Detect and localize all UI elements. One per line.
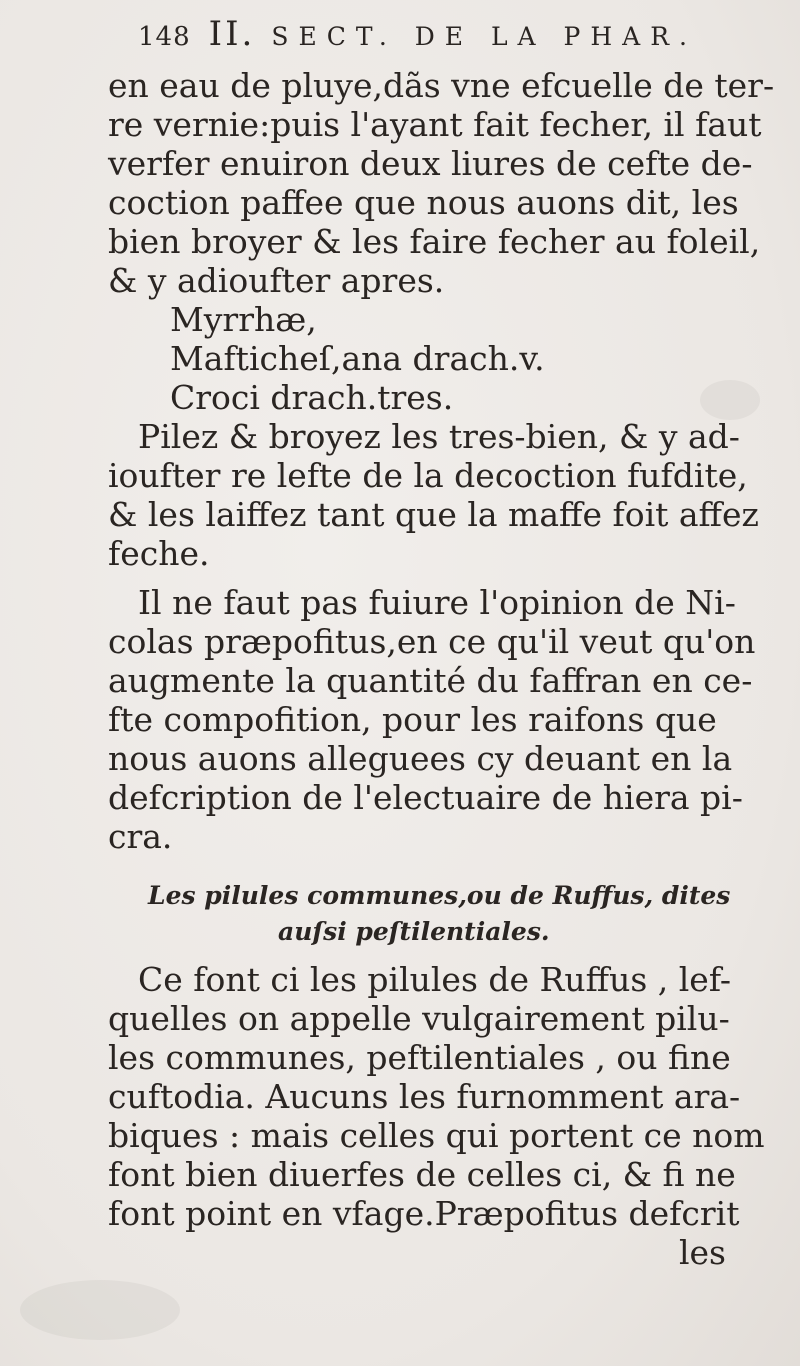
text-line: font bien diuerfes de celles ci, & fi ne [108, 1155, 736, 1194]
ingredient-line: Myrrhæ, [170, 300, 317, 339]
text-line: & y adioufter apres. [108, 261, 445, 300]
text-line: fte compofition, pour les raifons que [108, 700, 717, 739]
section-heading-line: Les pilules communes,ou de Ruffus, dites [148, 881, 731, 910]
text-line: augmente la quantité du faffran en ce- [108, 661, 753, 700]
text-line: cuftodia. Aucuns les furnomment ara- [108, 1077, 741, 1116]
text-line: defcription de l'electuaire de hiera pi- [108, 778, 743, 817]
running-head [138, 14, 697, 54]
catchword: les [678, 1233, 726, 1272]
text-line: ioufter re lefte de la decoction fufdite, [108, 456, 748, 495]
text-line: en eau de pluye,dãs vne efcuelle de ter- [108, 66, 775, 105]
paragraph-4 [108, 960, 768, 1233]
text-line: cra. [108, 817, 173, 856]
text-line: Il ne faut pas fuiure l'opinion de Ni- [138, 583, 736, 622]
ingredient-list [108, 300, 768, 417]
text-line: colas præpofitus,en ce qu'il veut qu'on [108, 622, 756, 661]
text-line: font point en vfage.Præpofitus defcrit [108, 1194, 740, 1233]
paragraph-1 [108, 66, 775, 300]
ingredient-line: Mafticheſ,ana drach.v. [170, 339, 545, 378]
text-line: coction paffee que nous auons dit, les [108, 183, 739, 222]
text-line: les communes, peftilentiales , ou fine [108, 1038, 731, 1077]
text-line: biques : mais celles qui portent ce nom [108, 1116, 765, 1155]
text-line: nous auons alleguees cy deuant en la [108, 739, 733, 778]
section-title: SECT. DE LA PHAR. [271, 22, 698, 51]
text-line: Pilez & broyez les tres-bien, & y ad- [138, 417, 740, 456]
ingredient-line: Croci drach.tres. [170, 378, 454, 417]
page-number: 148 [138, 22, 191, 52]
text-line: Ce font ci les pilules de Ruffus , lef- [138, 960, 732, 999]
section-number: II. [208, 14, 256, 54]
text-block [108, 66, 775, 1272]
text-line: bien broyer & les faire fecher au foleil, [108, 222, 761, 261]
paper-stain [20, 1280, 180, 1340]
text-line: feche. [108, 534, 210, 573]
text-line: verfer enuiron deux liures de cefte de- [108, 144, 753, 183]
text-line: quelles on appelle vulgairement pilu- [108, 999, 730, 1038]
section-heading [108, 878, 768, 950]
text-line: & les laiffez tant que la maffe foit affez [108, 495, 759, 534]
paragraph-3 [108, 583, 768, 856]
paragraph-2 [108, 417, 768, 573]
section-heading-line: auſsi peſtilentiales. [278, 917, 550, 946]
text-line: re vernie:puis l'ayant fait fecher, il faut [108, 105, 762, 144]
